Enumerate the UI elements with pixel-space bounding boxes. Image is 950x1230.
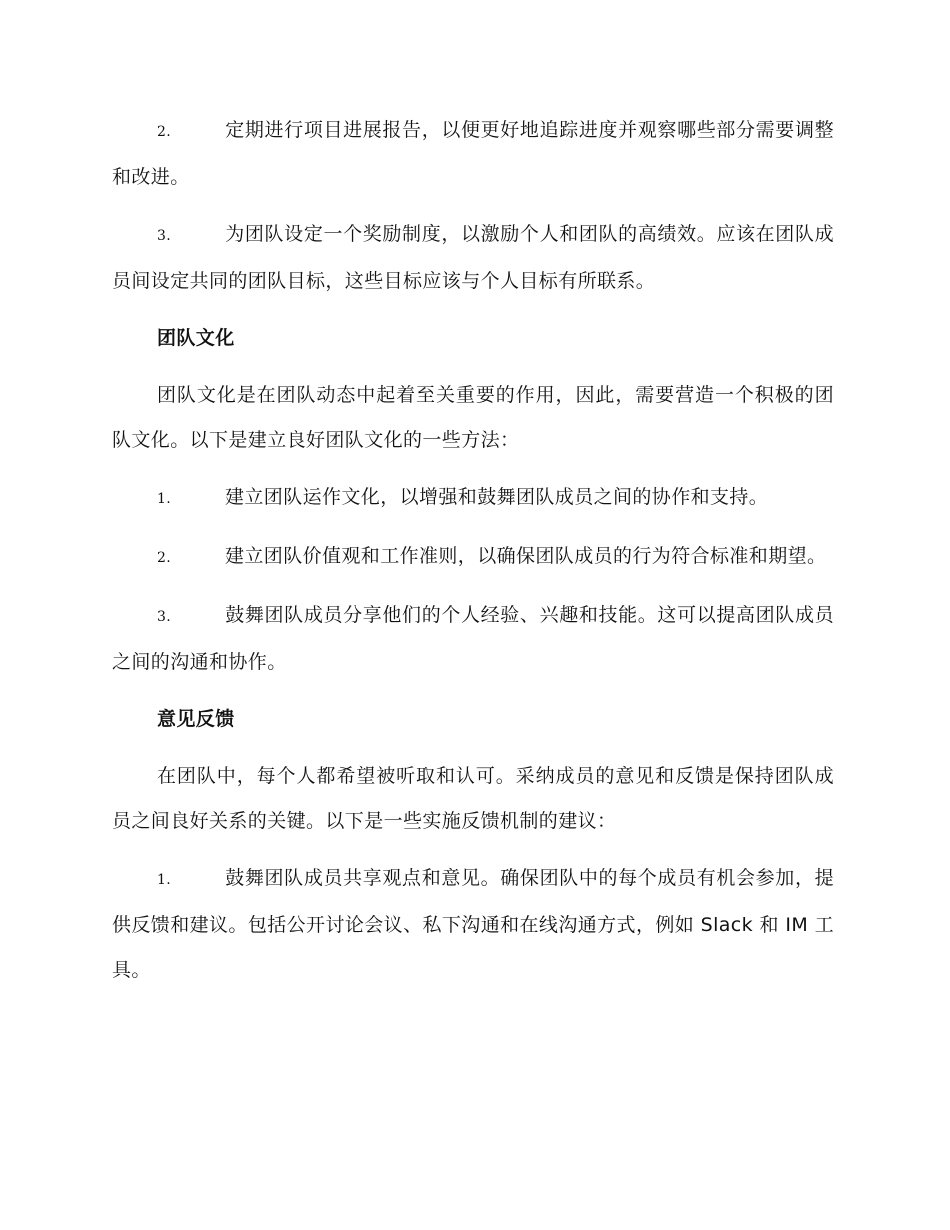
list-item [112, 475, 834, 522]
list-number: 1. [157, 491, 172, 507]
list-item [112, 534, 834, 581]
list-number: 2. [157, 550, 172, 566]
list-number: 1. [157, 872, 172, 888]
list-text: 鼓舞团队成员共享观点和意见。确保团队中的每个成员有机会参加，提供反馈和建议。包括公开讨论会议、私下沟通和在线沟通方式，例如 Slack 和 IM 工具。 [112, 867, 834, 981]
list-text: 建立团队运作文化，以增强和鼓舞团队成员之间的协作和支持。 [225, 486, 769, 508]
section-heading-feedback: 意见反馈 [157, 708, 235, 730]
list-number: 3. [157, 228, 172, 244]
list-item [112, 212, 834, 304]
list-item [112, 593, 834, 685]
list-text: 定期进行项目进展报告，以便更好地追踪进度并观察哪些部分需要调整和改进。 [112, 119, 834, 188]
list-number: 2. [157, 124, 172, 140]
section-intro-feedback: 在团队中，每个人都希望被听取和认可。采纳成员的意见和反馈是保持团队成员之间良好关系的关键。以下是一些实施反馈机制的建议： [112, 765, 834, 832]
document-body [112, 108, 834, 1005]
list-text: 为团队设定一个奖励制度，以激励个人和团队的高绩效。应该在团队成员间设定共同的团队目标，这些目标应该与个人目标有所联系。 [112, 223, 834, 292]
list-text: 建立团队价值观和工作准则，以确保团队成员的行为符合标准和期望。 [225, 545, 827, 567]
list-item [112, 108, 834, 200]
list-text: 鼓舞团队成员分享他们的个人经验、兴趣和技能。这可以提高团队成员之间的沟通和协作。 [112, 604, 834, 673]
section-heading-culture: 团队文化 [157, 327, 235, 349]
section-intro-culture: 团队文化是在团队动态中起着至关重要的作用，因此，需要营造一个积极的团队文化。以下是建立良好团队文化的一些方法： [112, 384, 834, 451]
list-item [112, 856, 834, 993]
list-number: 3. [157, 609, 172, 625]
